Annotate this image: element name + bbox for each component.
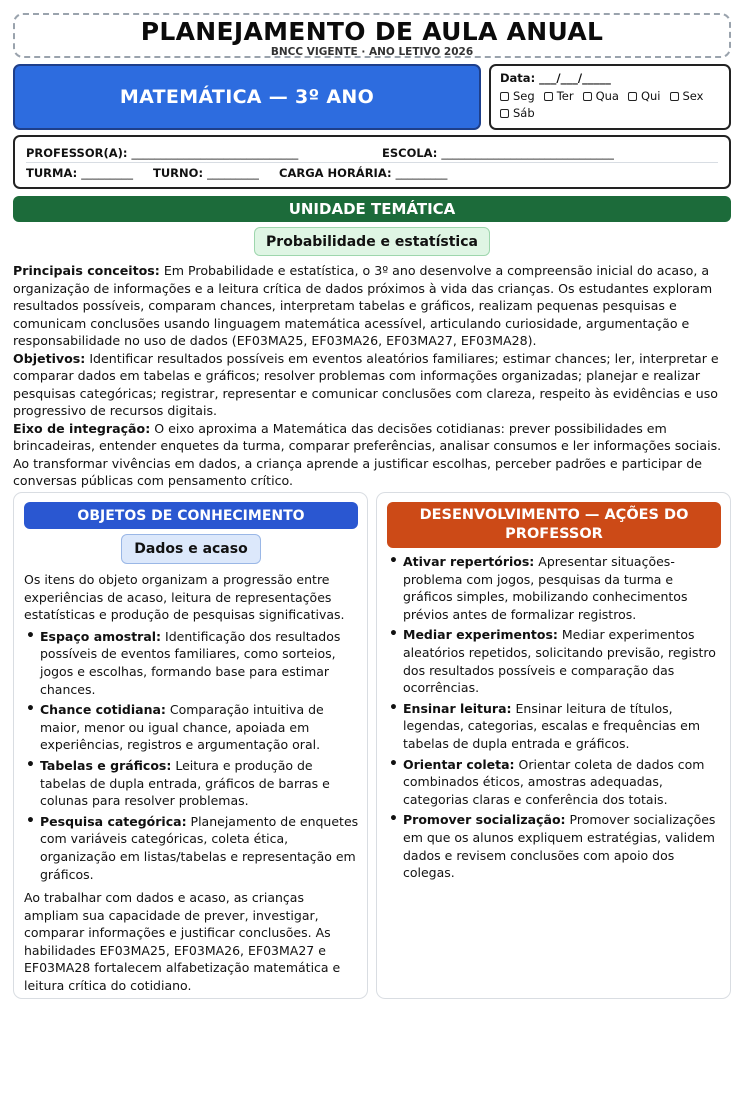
eixo-label: Eixo de integração: — [13, 420, 151, 436]
objetos-column — [13, 492, 368, 999]
item-label: Pesquisa categórica: — [40, 813, 187, 829]
day-label: Sex — [682, 89, 704, 103]
day-option-qua[interactable] — [583, 89, 619, 103]
list-item — [24, 628, 360, 698]
date-box — [489, 64, 731, 130]
list-item — [387, 700, 723, 753]
objetivos-label: Objetivos: — [13, 350, 86, 366]
subject-title: MATEMÁTICA — 3º ANO — [119, 86, 375, 108]
item-text: Comparação intuitiva de maior, menor ou igual chance, apoiada em experiências, registros e argumentação oral. — [40, 702, 324, 753]
objetivos-paragraph — [13, 350, 733, 420]
turno-field[interactable] — [153, 166, 279, 180]
conceitos-paragraph — [13, 262, 733, 350]
item-label: Ativar repertórios: — [403, 554, 535, 569]
desenvolvimento-heading: DESENVOLVIMENTO — AÇÕES DO PROFESSOR — [387, 502, 721, 548]
item-label: Chance cotidiana: — [40, 702, 166, 718]
escola-blank[interactable]: ______________________________ — [441, 145, 614, 160]
list-item — [387, 756, 723, 809]
professor-label: PROFESSOR(A): — [26, 145, 128, 160]
desenvolvimento-column — [376, 492, 731, 999]
checkbox-icon[interactable] — [544, 92, 553, 101]
checkbox-icon[interactable] — [670, 92, 679, 101]
objetos-heading: OBJETOS DE CONHECIMENTO — [24, 502, 358, 529]
info-row-1 — [26, 143, 718, 163]
item-text: Planejamento de enquetes com variáveis categóricas, coleta ética, organização em listas/tabelas e representação em gráficos. — [40, 813, 359, 882]
eixo-text: O eixo aproxima a Matemática das decisões cotidianas: prever possibilidades em brincadeiras, entender enquetes da turma, comparar preferências, analisar consumos e ler informações sociais. Ao transformar vivências em dados, a criança aprende a justificar escolhas, perceber padrões e participar de conversas públicas com pensamento crítico. — [13, 420, 722, 488]
checkbox-icon[interactable] — [628, 92, 637, 101]
weekday-options — [500, 89, 720, 120]
objetos-body — [24, 571, 360, 995]
list-item — [387, 553, 723, 623]
carga-horaria-field[interactable] — [279, 166, 447, 180]
list-item — [24, 813, 360, 883]
day-label: Seg — [513, 89, 535, 103]
objetivos-text: Identificar resultados possíveis em eventos aleatórios familiares; estimar chances; ler, interpretar e comparar dados em tabelas e gráficos; resolver problemas com informações organizadas; planejar e realizar pesquisas categóricas; registrar, representar e comunicar conclusões com clareza, respeito às evidências e uso progressivo de recursos digitais. — [13, 350, 719, 418]
professor-blank[interactable]: _____________________________ — [131, 145, 299, 160]
item-text: Identificação dos resultados possíveis de eventos familiares, como sorteios, jogos e escolhas, formando base para estimar chances. — [40, 628, 341, 697]
item-label: Mediar experimentos: — [403, 627, 558, 643]
objetos-intro: Os itens do objeto organizam a progressão entre experiências de acaso, leitura de representações estatísticas e produção de pesquisas significativas. — [24, 572, 345, 623]
day-option-sab[interactable] — [500, 106, 535, 120]
subject-banner — [13, 64, 481, 130]
day-label: Ter — [556, 89, 574, 103]
desenvolvimento-body — [387, 553, 723, 888]
turma-label: TURMA: — [26, 166, 78, 180]
turma-field[interactable] — [26, 166, 153, 180]
info-box — [13, 135, 731, 189]
acoes-list — [387, 553, 723, 882]
page-subtitle: BNCC VIGENTE · ANO LETIVO 2026 — [270, 46, 474, 58]
unit-heading-bar: UNIDADE TEMÁTICA — [13, 196, 731, 222]
escola-field[interactable] — [382, 146, 614, 160]
day-option-sex[interactable] — [670, 89, 704, 103]
item-text: Orientar coleta de dados com combinados éticos, amostras adequadas, categorias claras e conferência dos totais. — [403, 756, 705, 807]
carga-label: CARGA HORÁRIA: — [279, 166, 392, 180]
item-text: Ensinar leitura de títulos, legendas, categorias, escalas e frequências em tabelas de dupla entrada e gráficos. — [403, 700, 701, 751]
checkbox-icon[interactable] — [500, 109, 509, 118]
item-label: Promover socialização: — [403, 812, 566, 828]
item-text: Leitura e produção de tabelas de dupla entrada, gráficos de barras e colunas para resolver problemas. — [40, 757, 330, 809]
objetos-list — [24, 628, 360, 883]
list-item — [24, 701, 360, 754]
day-option-qui[interactable] — [628, 89, 661, 103]
escola-label: ESCOLA: — [382, 145, 438, 160]
dados-acaso-pill: Dados e acaso — [121, 534, 261, 564]
checkbox-icon[interactable] — [583, 92, 592, 101]
turno-blank[interactable]: _________ — [207, 166, 259, 180]
carga-blank[interactable]: _________ — [395, 166, 448, 180]
day-option-ter[interactable] — [544, 89, 574, 103]
list-item — [387, 626, 723, 696]
item-text: Apresentar situações-problema com jogos, pesquisas da turma e gráficos simples, mobilizando conhecimentos prévios antes de formalizar registros. — [403, 554, 688, 622]
professor-field[interactable] — [26, 146, 382, 160]
conceitos-text: Em Probabilidade e estatística, o 3º ano desenvolve a compreensão inicial do acaso, a organização de informações e a leitura crítica de dados próximos à vida das crianças. Os estudantes exploram resultados possíveis, comparam chances, interpretam tabelas e gráficos, realizam pequenas pesquisas e comunicam conclusões usando linguagem matemática acessível, articulando curiosidade, argumentação e responsabilidade no uso de dados (EF03MA25, EF03MA26, EF03MA27, EF03MA28). — [13, 263, 713, 348]
checkbox-icon[interactable] — [500, 92, 509, 101]
item-label: Tabelas e gráficos: — [40, 757, 172, 773]
intro-text — [13, 262, 733, 490]
header-box — [13, 13, 731, 58]
item-text: Promover socializações em que os alunos expliquem estratégias, validem dados e revisem conclusões com apoio dos colegas. — [403, 812, 716, 881]
item-label: Orientar coleta: — [403, 756, 515, 772]
turma-blank[interactable]: _________ — [81, 166, 133, 180]
list-item — [24, 757, 360, 810]
list-item — [387, 811, 723, 881]
item-text: Mediar experimentos aleatórios repetidos, solicitando previsão, registro dos resultados possíveis e comparação das ocorrências. — [403, 627, 716, 696]
eixo-paragraph — [13, 420, 733, 490]
day-label: Qua — [595, 89, 619, 103]
item-label: Ensinar leitura: — [403, 700, 512, 716]
day-label: Qui — [640, 89, 661, 103]
day-label: Sáb — [513, 106, 535, 120]
day-option-seg[interactable] — [500, 89, 535, 103]
date-field[interactable]: Data: ___/___/_____ — [500, 71, 611, 85]
info-row-2 — [26, 163, 718, 183]
objetos-outro: Ao trabalhar com dados e acaso, as crianças ampliam sua capacidade de prever, investigar, comparar informações e justificar conclusões. As habilidades EF03MA25, EF03MA26, EF03MA27 e EF03MA28 fortalecem alfabetização matemática e leitura crítica do cotidiano. — [24, 890, 341, 994]
conceitos-label: Principais conceitos: — [13, 263, 160, 278]
turno-label: TURNO: — [153, 166, 204, 180]
theme-pill: Probabilidade e estatística — [254, 227, 490, 256]
page-title: PLANEJAMENTO DE AULA ANUAL — [140, 17, 604, 46]
item-label: Espaço amostral: — [40, 628, 162, 644]
